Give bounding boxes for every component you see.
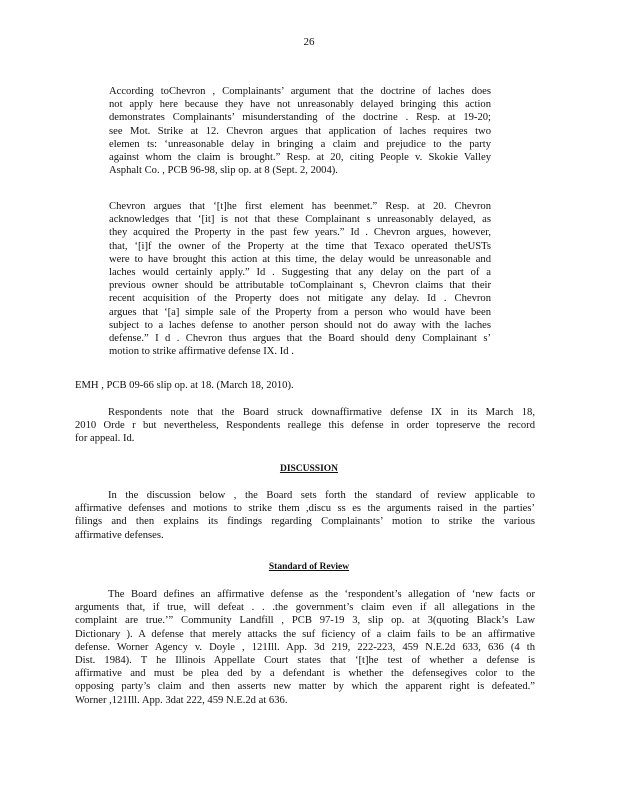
quote-line: acknowledges that ‘[it] is not that these Complainant s unreasonably delayed, as (109, 214, 491, 226)
paragraph-respondents (75, 406, 535, 446)
quote-line: laches would certainly apply.” Id . Suggesting that any delay on the part of a (109, 267, 491, 279)
quote-line: that, ‘[i]f the owner of the Property at the time that Texaco operated theUSTs (109, 240, 491, 252)
quote-line: demonstrates Complainants’ misunderstanding of the doctrine . Resp. at 19-20; (109, 112, 491, 124)
quote-line: subject to a laches defense to another person should not do away with the laches (109, 319, 491, 331)
quote-line: not apply here because they have not unreasonably delayed bringing this action (109, 99, 491, 111)
paragraph-line: arguments that, if true, will defeat . . .the government’s claim even if all allegations in the (75, 602, 535, 614)
quote-line: they acquired the Property in the past few years.” Id . Chevron argues, however, (109, 227, 491, 239)
quote-line: argues that ‘[a] simple sale of the Property from a person who would have been (109, 306, 491, 318)
block-quote-laches-intro (109, 85, 491, 177)
quote-line: Chevron argues that ‘[t]he first element has beenmet.” Resp. at 20. Chevron (109, 201, 491, 212)
paragraph-line: Dist. 1984). T he Illinois Appellate Court states that ‘[t]he test of whether a defense is (75, 655, 535, 667)
block-quote-chevron-argument (109, 200, 491, 358)
quote-line: were to have brought this action at this time, the delay would be unreasonable and (109, 253, 491, 265)
quote-line: elemen ts: ‘unreasonable delay in bringing a claim and prejudice to the party (109, 138, 491, 150)
citation-text: EMH , PCB 09-66 slip op. at 18. (March 18, 2010). (75, 380, 294, 391)
paragraph-line: for appeal. Id. (75, 433, 135, 445)
heading-standard-of-review (0, 561, 618, 574)
heading-standard-text: Standard of Review (268, 562, 350, 572)
paragraph-line: Dictionary ). A defense that merely attacks the suf ficiency of a claim fails to be an affirmative (75, 628, 535, 640)
citation-emh (75, 379, 535, 392)
paragraph-line: affirmative and must be plea ded by a defendant is whether the defensegives color to the (75, 668, 535, 680)
paragraph-discussion (75, 489, 535, 542)
quote-line: defense.” I d . Chevron thus argues that the Board should deny Complainant s’ (109, 333, 491, 345)
paragraph-line: affirmative defenses and motions to strike them ,discu ss es the arguments raised in the parties’ (75, 503, 535, 515)
paragraph-line: Respondents note that the Board struck downaffirmative defense IX in its March 18, (108, 407, 535, 418)
paragraph-standard-of-review (75, 588, 535, 707)
paragraph-line: 2010 Orde r but nevertheless, Respondents reallege this defense in order topreserve the record (75, 420, 535, 432)
paragraph-line: affirmative defenses. (75, 529, 164, 541)
quote-line: previous owner should be attributable toComplainant s, Chevron claims that their (109, 280, 491, 292)
quote-line: against whom the claim is brought.” Resp. at 20, citing People v. Skokie Valley (109, 152, 491, 164)
quote-line: see Mot. Strike at 12. Chevron argues that application of laches requires two (109, 125, 491, 137)
paragraph-line: filings and then explains its findings regarding Complainants’ motion to strike the various (75, 516, 535, 528)
paragraph-line: opposing party’s claim and then asserts new matter by which the apparent right is defeated.” (75, 681, 535, 693)
quote-line: recent acquisition of the Property does not mitigate any delay. Id . Chevron (109, 293, 491, 305)
paragraph-line: complaint are true.’” Community Landfill , PCB 97-19 3, slip op. at 3(quoting Black’s Law (75, 615, 535, 627)
paragraph-line: Worner ,121Ill. App. 3dat 222, 459 N.E.2d at 636. (75, 694, 288, 706)
paragraph-line: defense. Worner Agency v. Doyle , 121Ill. App. 3d 219, 222-223, 459 N.E.2d 633, 636 (4 th (75, 641, 535, 653)
quote-line: According toChevron , Complainants’ argument that the doctrine of laches does (109, 86, 491, 97)
quote-line: Asphalt Co. , PCB 96-98, slip op. at 8 (Sept. 2, 2004). (109, 165, 338, 177)
paragraph-line: The Board defines an affirmative defense as the ‘respondent’s allegation of ‘new facts or (108, 589, 535, 600)
paragraph-line: In the discussion below , the Board sets forth the standard of review applicable to (108, 490, 535, 501)
heading-discussion (0, 463, 618, 476)
quote-line: motion to strike affirmative defense IX. Id . (109, 346, 294, 358)
heading-discussion-text: DISCUSSION (279, 464, 339, 474)
page-number: 26 (303, 36, 315, 48)
